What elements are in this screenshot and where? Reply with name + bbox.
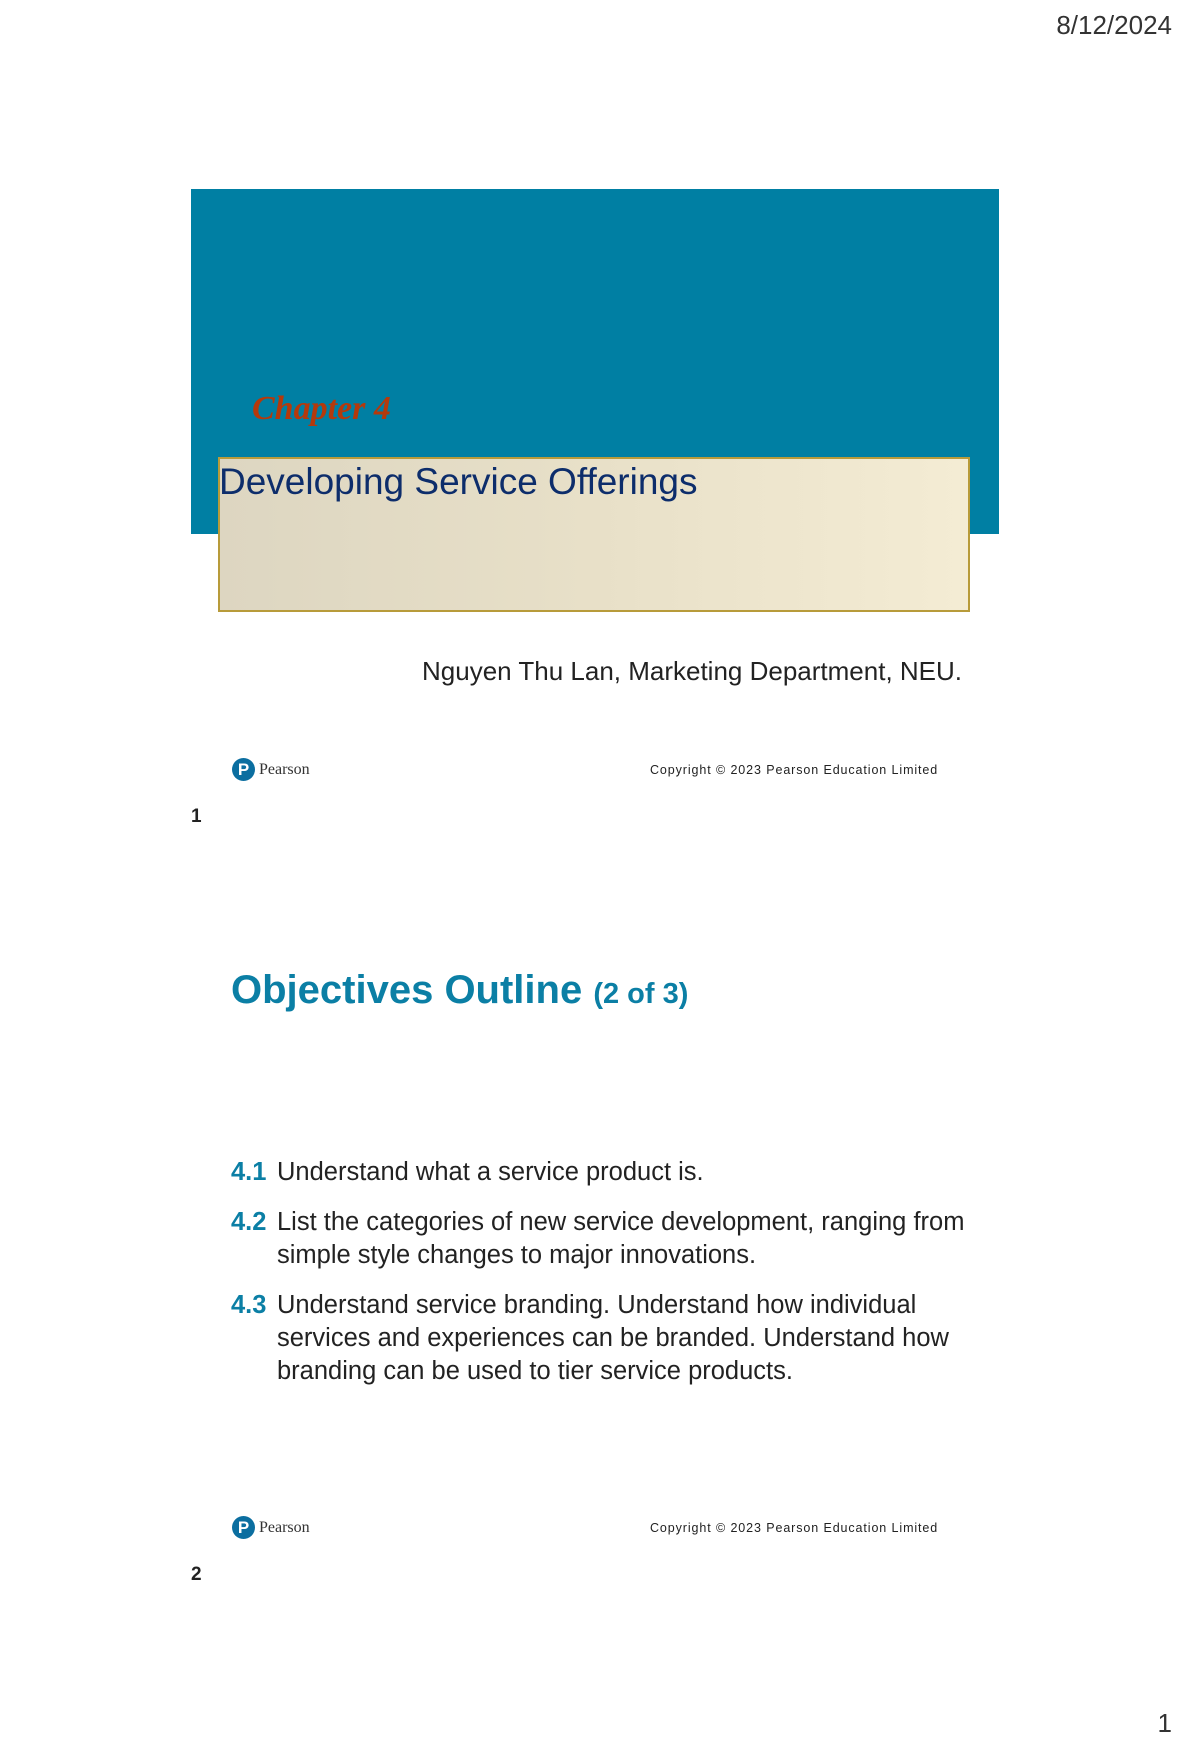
author-line: Nguyen Thu Lan, Marketing Department, NEU. bbox=[422, 656, 963, 686]
objectives-title-suffix: (2 of 3) bbox=[593, 978, 689, 1010]
pearson-wordmark: Pearson bbox=[259, 760, 310, 778]
objective-number: 4.2 bbox=[231, 1208, 267, 1236]
pearson-wordmark: Pearson bbox=[259, 1518, 310, 1536]
page-date: 8/12/2024 bbox=[1056, 10, 1172, 40]
list-item bbox=[231, 1156, 971, 1189]
pearson-p-icon: P bbox=[232, 1516, 255, 1539]
list-item bbox=[231, 1289, 971, 1388]
copyright: Copyright © 2023 Pearson Education Limited bbox=[650, 1521, 939, 1535]
chapter-label: Chapter 4 bbox=[252, 390, 391, 427]
objective-text: Understand service branding. Understand how individual services and experiences can be branded. Understand how branding can be used to tier service products. bbox=[277, 1291, 949, 1385]
objective-number: 4.3 bbox=[231, 1291, 267, 1319]
slide-number: 1 bbox=[191, 806, 202, 827]
objectives-title bbox=[231, 968, 688, 1013]
pearson-p-icon: P bbox=[232, 758, 255, 781]
objective-text: Understand what a service product is. bbox=[277, 1158, 704, 1186]
objective-text: List the categories of new service development, ranging from simple style changes to major innovations. bbox=[277, 1208, 965, 1269]
objectives-list bbox=[231, 1156, 971, 1405]
page-number: 1 bbox=[1157, 1708, 1172, 1738]
slide-number: 2 bbox=[191, 1564, 202, 1585]
copyright: Copyright © 2023 Pearson Education Limited bbox=[650, 763, 939, 777]
objective-number: 4.1 bbox=[231, 1158, 267, 1186]
list-item bbox=[231, 1206, 971, 1272]
pearson-logo bbox=[232, 758, 310, 781]
slide-title: Developing Service Offerings bbox=[219, 461, 698, 502]
objectives-title-main: Objectives Outline bbox=[231, 968, 583, 1012]
pearson-logo bbox=[232, 1516, 310, 1539]
